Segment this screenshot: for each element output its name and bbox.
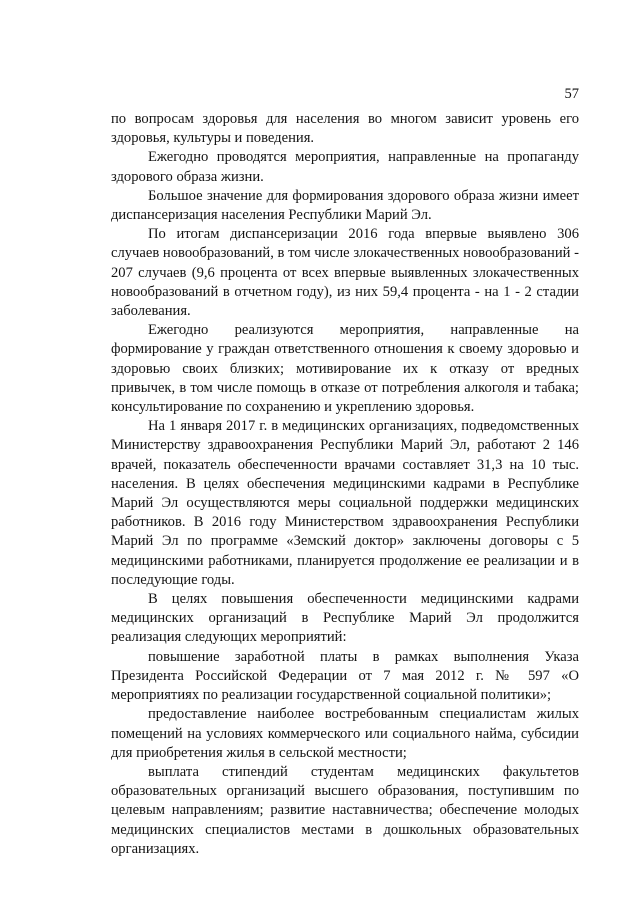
page-number: 57: [564, 86, 579, 102]
paragraph-2: Ежегодно проводятся мероприятия, направленные на пропаганду здорового образа жизни.: [111, 149, 579, 185]
paragraph-9: предоставление наиболее востребованным специалистам жилых помещений на условиях коммерческого или социального найма, субсидии для приобретения жилья в сельской местности;: [111, 706, 579, 761]
document-body: [111, 110, 579, 859]
paragraph-1: по вопросам здоровья для населения во многом зависит уровень его здоровья, культуры и поведения.: [111, 111, 579, 147]
paragraph-8: повышение заработной платы в рамках выполнения Указа Президента Российской Федерации от 7 мая 2012 г. № 597 «О мероприятиях по реализации государственной социальной политики»;: [111, 648, 579, 704]
paragraph-5: Ежегодно реализуются мероприятия, направленные на формирование у граждан ответственного отношения к своему здоровью и здоровью своих близких; мотивирование их к отказу от вредных привычек, в том числе помощь в отказе от потребления алкоголя и табака; консультирование по сохранению и укреплению здоровья.: [111, 322, 579, 416]
paragraph-6: На 1 января 2017 г. в медицинских организациях, подведомственных Министерству здравоохранения Республики Марий Эл, работают 2 146 врачей, показатель обеспеченности врачами составляет 31,3 на 10 тыс. населения. В целях обеспечения медицинскими кадрами в Республике Марий Эл осуществляются меры социальной поддержки медицинских работников. В 2016 году Министерством здравоохранения Республики Марий Эл по программе «Земский доктор» заключены договоры с 5 медицинскими работниками, планируется продолжение ее реализации и в последующие годы.: [111, 418, 579, 588]
paragraph-7: В целях повышения обеспеченности медицинскими кадрами медицинских организаций в Республике Марий Эл продолжится реализация следующих мероприятий:: [111, 591, 579, 646]
paragraph-4: По итогам диспансеризации 2016 года впервые выявлено 306 случаев новообразований, в том числе злокачественных новообразований - 207 случаев (9,6 процента от всех впервые выявленных злокачественных новообразований в отчетном году), из них 59,4 процента - на 1 - 2 стадии заболевания.: [111, 226, 579, 320]
paragraph-10: выплата стипендий студентам медицинских факультетов образовательных организаций высшего образования, поступившим по целевым направлениям; развитие наставничества; обеспечение молодых медицинских специалистов местами в дошкольных образовательных организациях.: [111, 763, 579, 857]
paragraph-3: Большое значение для формирования здорового образа жизни имеет диспансеризация населения Республики Марий Эл.: [111, 187, 579, 224]
